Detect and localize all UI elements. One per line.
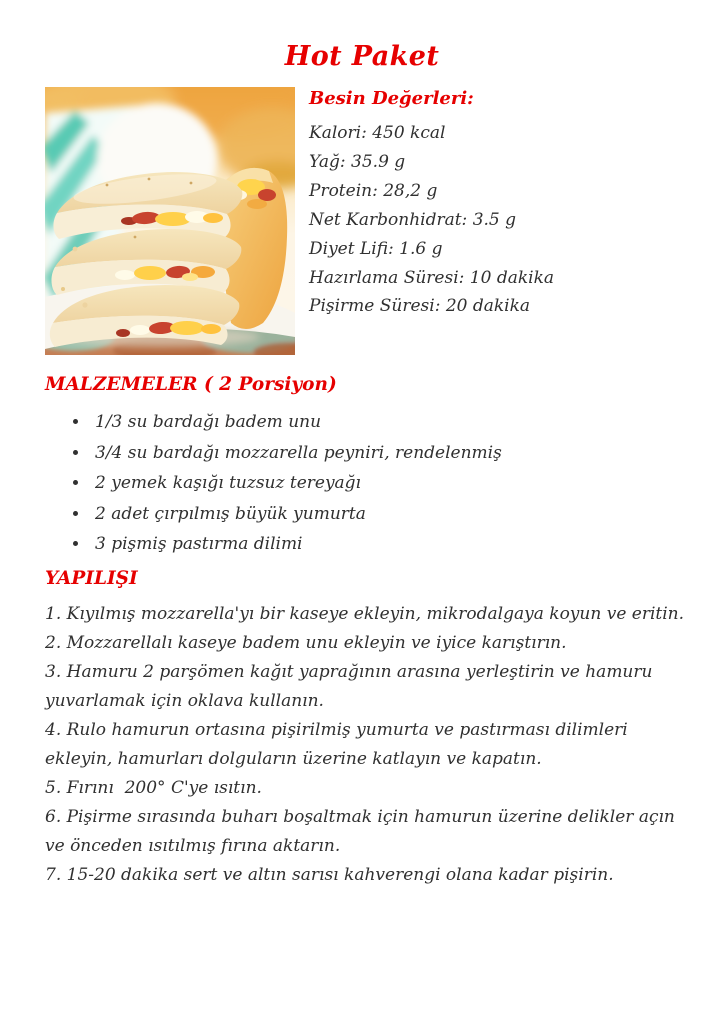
recipe-photo bbox=[45, 87, 295, 355]
ingredient-item: • 3 pişmiş pastırma dilimi bbox=[90, 529, 724, 560]
instruction-step: 1. Kıyılmış mozzarella'yı bir kaseye ekleyin, mikrodalgaya koyun ve eritin. bbox=[45, 603, 685, 624]
instructions-heading: YAPILIŞI bbox=[45, 567, 138, 589]
nutrition-item-protein: Protein: 28,2 g bbox=[309, 180, 438, 201]
ingredient-item: • 2 adet çırpılmış büyük yumurta bbox=[90, 499, 724, 530]
instruction-step: 3. Hamuru 2 parşömen kağıt yaprağının arasına yerleştirin ve hamuru yuvarlamak için oklava kullanın. bbox=[45, 661, 658, 711]
instruction-step: 5. Fırını 200° C'ye ısıtın. bbox=[45, 777, 262, 798]
page-title: Hot Paket bbox=[284, 41, 440, 72]
instruction-step: 7. 15-20 dakika sert ve altın sarısı kahverengi olana kadar pişirin. bbox=[45, 864, 614, 885]
nutrition-item-cook-time: Pişirme Süresi: 20 dakika bbox=[309, 296, 531, 317]
ingredients-list bbox=[0, 407, 724, 560]
header-section bbox=[45, 87, 724, 355]
instruction-step: 4. Rulo hamurun ortasına pişirilmiş yumurta ve pastırması dilimleri ekleyin, hamurları dolguların üzerine katlayın ve kapatın. bbox=[45, 719, 634, 769]
nutrition-item-fat: Yağ: 35.9 g bbox=[309, 151, 406, 172]
nutrition-heading: Besin Değerleri: bbox=[309, 88, 474, 109]
instruction-step: 6. Pişirme sırasında buharı boşaltmak için hamurun üzerine delikler açın ve önceden ısıtılmış fırına aktarın. bbox=[45, 806, 681, 856]
nutrition-item-prep-time: Hazırlama Süresi: 10 dakika bbox=[309, 267, 555, 288]
ingredients-heading: MALZEMELER ( 2 Porsiyon) bbox=[45, 374, 337, 395]
nutrition-item-fiber: Diyet Lifi: 1.6 g bbox=[309, 238, 443, 259]
nutrition-item-calories: Kalori: 450 kcal bbox=[309, 123, 446, 143]
instruction-step: 2. Mozzarellalı kaseye badem unu ekleyin ve iyice karıştırın. bbox=[45, 632, 567, 653]
ingredient-item: • 3/4 su bardağı mozzarella peyniri, rendelenmiş bbox=[90, 438, 724, 469]
ingredient-item: • 2 yemek kaşığı tuzsuz tereyağı bbox=[90, 468, 724, 499]
ingredient-item: • 1/3 su bardağı badem unu bbox=[90, 407, 724, 438]
food-photo-illustration bbox=[45, 87, 295, 355]
instructions-list bbox=[45, 600, 686, 890]
nutrition-item-net-carbs: Net Karbonhidrat: 3.5 g bbox=[309, 209, 517, 230]
nutrition-panel bbox=[309, 87, 554, 321]
